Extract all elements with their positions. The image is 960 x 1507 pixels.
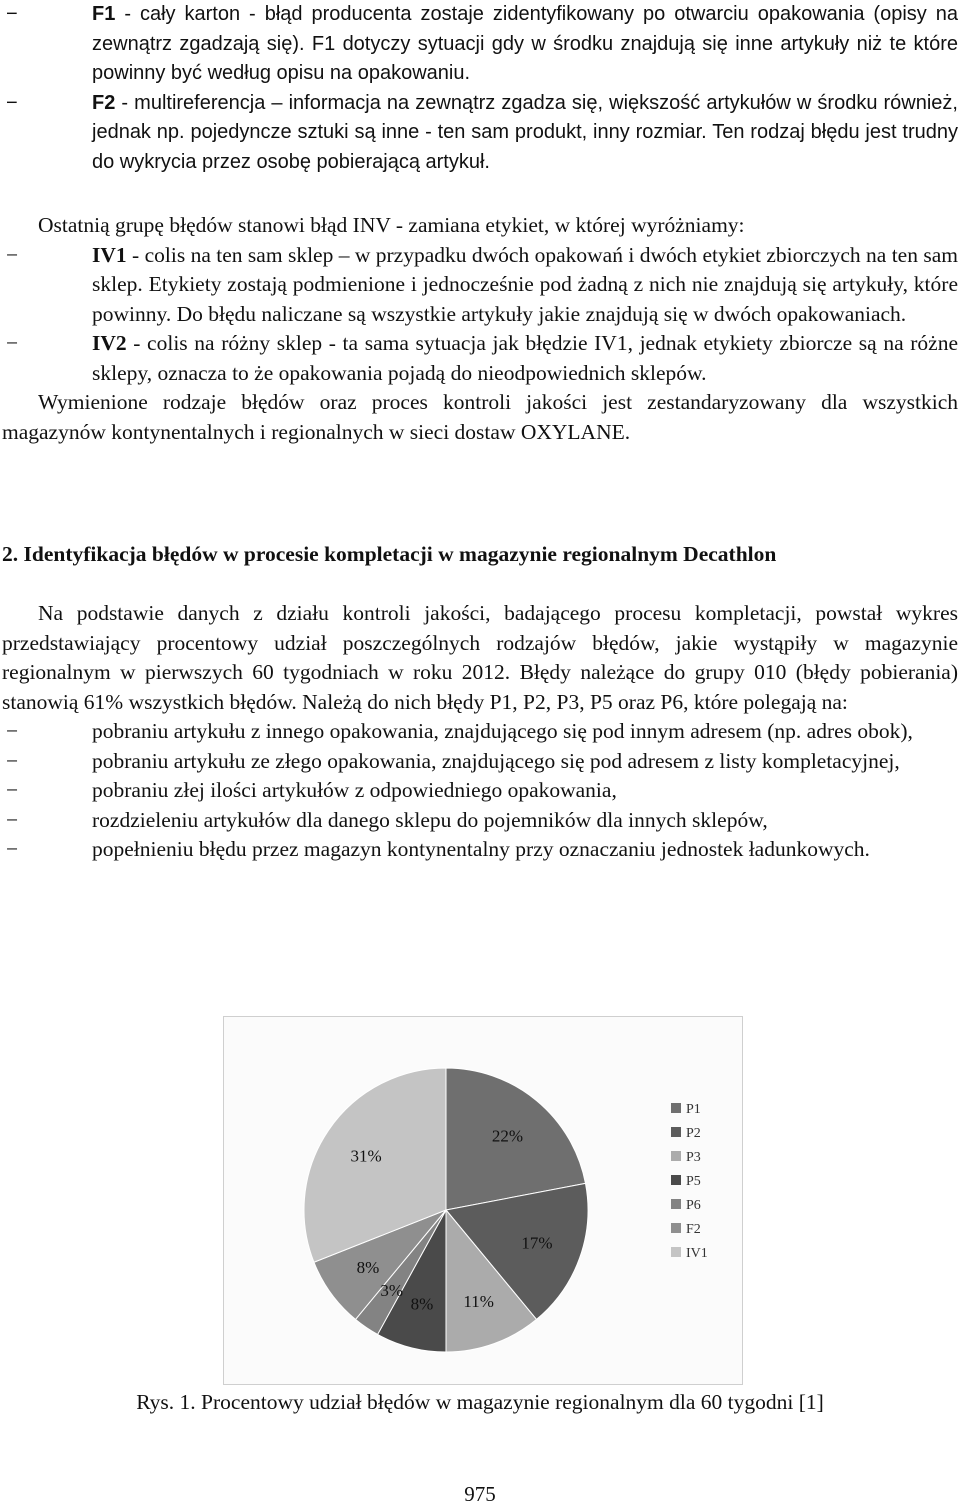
legend-swatch [671,1247,681,1257]
pie-slice-label: 31% [350,1146,382,1166]
list-item [0,776,960,806]
pie-slice-label: 8% [410,1294,434,1314]
pie-slice-label: 22% [491,1126,524,1146]
summary-paragraph: Wymienione rodzaje błędów oraz proces kontroli jakości jest zestandaryzowany dla wszystkich magazynów kontynentalnych i regionalnych w sieci dostaw OXYLANE. [2,390,958,444]
list-item-text: rozdzieleniu artykułów dla danego sklepu do pojemników dla innych sklepów, [92,807,768,832]
pie-slice-label: 17% [521,1233,553,1253]
legend-swatch [671,1103,681,1113]
legend-label: F2 [686,1222,701,1237]
legend-swatch [671,1223,681,1233]
legend-swatch [671,1127,681,1137]
list-item [0,717,960,747]
inv-section [0,211,960,447]
chart-legend [671,1102,708,1261]
legend-swatch [671,1175,681,1185]
figure-caption: Rys. 1. Procentowy udział błędów w magazynie regionalnym dla 60 tygodni [1] [136,1390,824,1414]
section-body [0,599,960,865]
pie-slices [304,1068,588,1352]
dash-bullet: − [6,719,19,743]
list-item-f2 [0,89,960,178]
error-types-f-list [0,0,960,177]
dash-bullet: − [6,242,19,267]
dash-bullet: − [6,748,19,773]
dash-bullet: − [6,778,19,802]
inv-intro: Ostatnią grupę błędów stanowi błąd INV - zamiana etykiet, w której wyróżniamy: [38,213,745,237]
list-item-text: pobraniu złej ilości artykułów z odpowiedniego opakowania, [92,778,617,802]
pie-slice-label: 11% [463,1291,494,1311]
list-item-label: IV2 [92,331,127,355]
legend-label: P6 [686,1198,701,1213]
list-item-text: - colis na różny sklep - ta sama sytuacja jak błędzie IV1, jednak etykiety zbiorcze są na różne sklepy, oznacza to że opakowania pojadą do nieodpowiednich sklepów. [92,331,958,385]
dash-bullet: − [6,837,19,861]
legend-label: IV1 [686,1246,708,1261]
dash-bullet: − [6,807,19,832]
dash-bullet: − [6,3,18,25]
pie-slice-label: 8% [356,1257,380,1277]
pie-chart [224,1017,742,1384]
list-item [0,835,960,865]
legend-label: P5 [686,1174,701,1189]
pie-chart-frame [223,1016,743,1385]
legend-swatch [671,1199,681,1209]
pie-slice-label: 3% [380,1280,404,1300]
section-paragraph: Na podstawie danych z działu kontroli jakości, badającego procesu kompletacji, powstał wykres przedstawiający procentowy udział poszczególnych rodzajów błędów, jakie wystąpiły w magazynie regionalnym w pierwszych 60 tygodniach w roku 2012. Błędy należące do grupy 010 (błędy pobierania) stanowią 61% wszystkich błędów. Należą do nich błędy P1, P2, P3, P5 oraz P6, które polegają na: [2,601,958,714]
list-item [0,747,960,777]
list-item-text: - multireferencja – informacja na zewnątrz zgadza się, większość artykułów w środku również, jednak np. pojedyncze sztuki są inne - ten sam produkt, inny rozmiar. Ten rodzaj błędu jest trudny do wykrycia przez osobę pobierającą artykuł. [92,91,958,173]
page-number: 975 [464,1482,496,1506]
list-item-text: popełnieniu błędu przez magazyn kontynentalny przy oznaczaniu jednostek ładunkowych. [92,837,870,861]
list-item-label: F1 [92,3,116,25]
list-item-label: IV1 [92,242,127,267]
list-item-label: F2 [92,91,116,114]
dash-bullet: − [6,331,19,355]
legend-label: P2 [686,1126,701,1141]
list-item-f1 [0,0,960,89]
dash-bullet: − [6,91,18,114]
list-item [0,806,960,836]
list-item-iv2 [0,329,960,388]
list-item-text: - cały karton - błąd producenta zostaje zidentyfikowany po otwarciu opakowania (opisy na zewnątrz zgadzają się). F1 dotyczy sytuacji gdy w środku znajdują się inne artykuły niż te które powinny być według opisu na opakowaniu. [92,3,958,84]
legend-label: P1 [686,1102,701,1117]
list-item-text: pobraniu artykułu ze złego opakowania, znajdującego się pod adresem z listy kompletacyjnej, [92,748,900,773]
section-heading: 2. Identyfikacja błędów w procesie kompletacji w magazynie regionalnym Decathlon [2,542,777,566]
list-item-iv1 [0,241,960,330]
legend-swatch [671,1151,681,1161]
list-item-text: pobraniu artykułu z innego opakowania, znajdującego się pod innym adresem (np. adres obok), [92,719,913,743]
list-item-text: - colis na ten sam sklep – w przypadku dwóch opakowań i dwóch etykiet zbiorczych na ten sam sklep. Etykiety zostają podmienione i jednocześnie pod żadną z nich nie znajdują się artykuły, które powinny. Do błędu naliczane są wszystkie artykuły jakie znajdują się w dwóch opakowaniach. [92,242,958,326]
legend-label: P3 [686,1150,701,1165]
